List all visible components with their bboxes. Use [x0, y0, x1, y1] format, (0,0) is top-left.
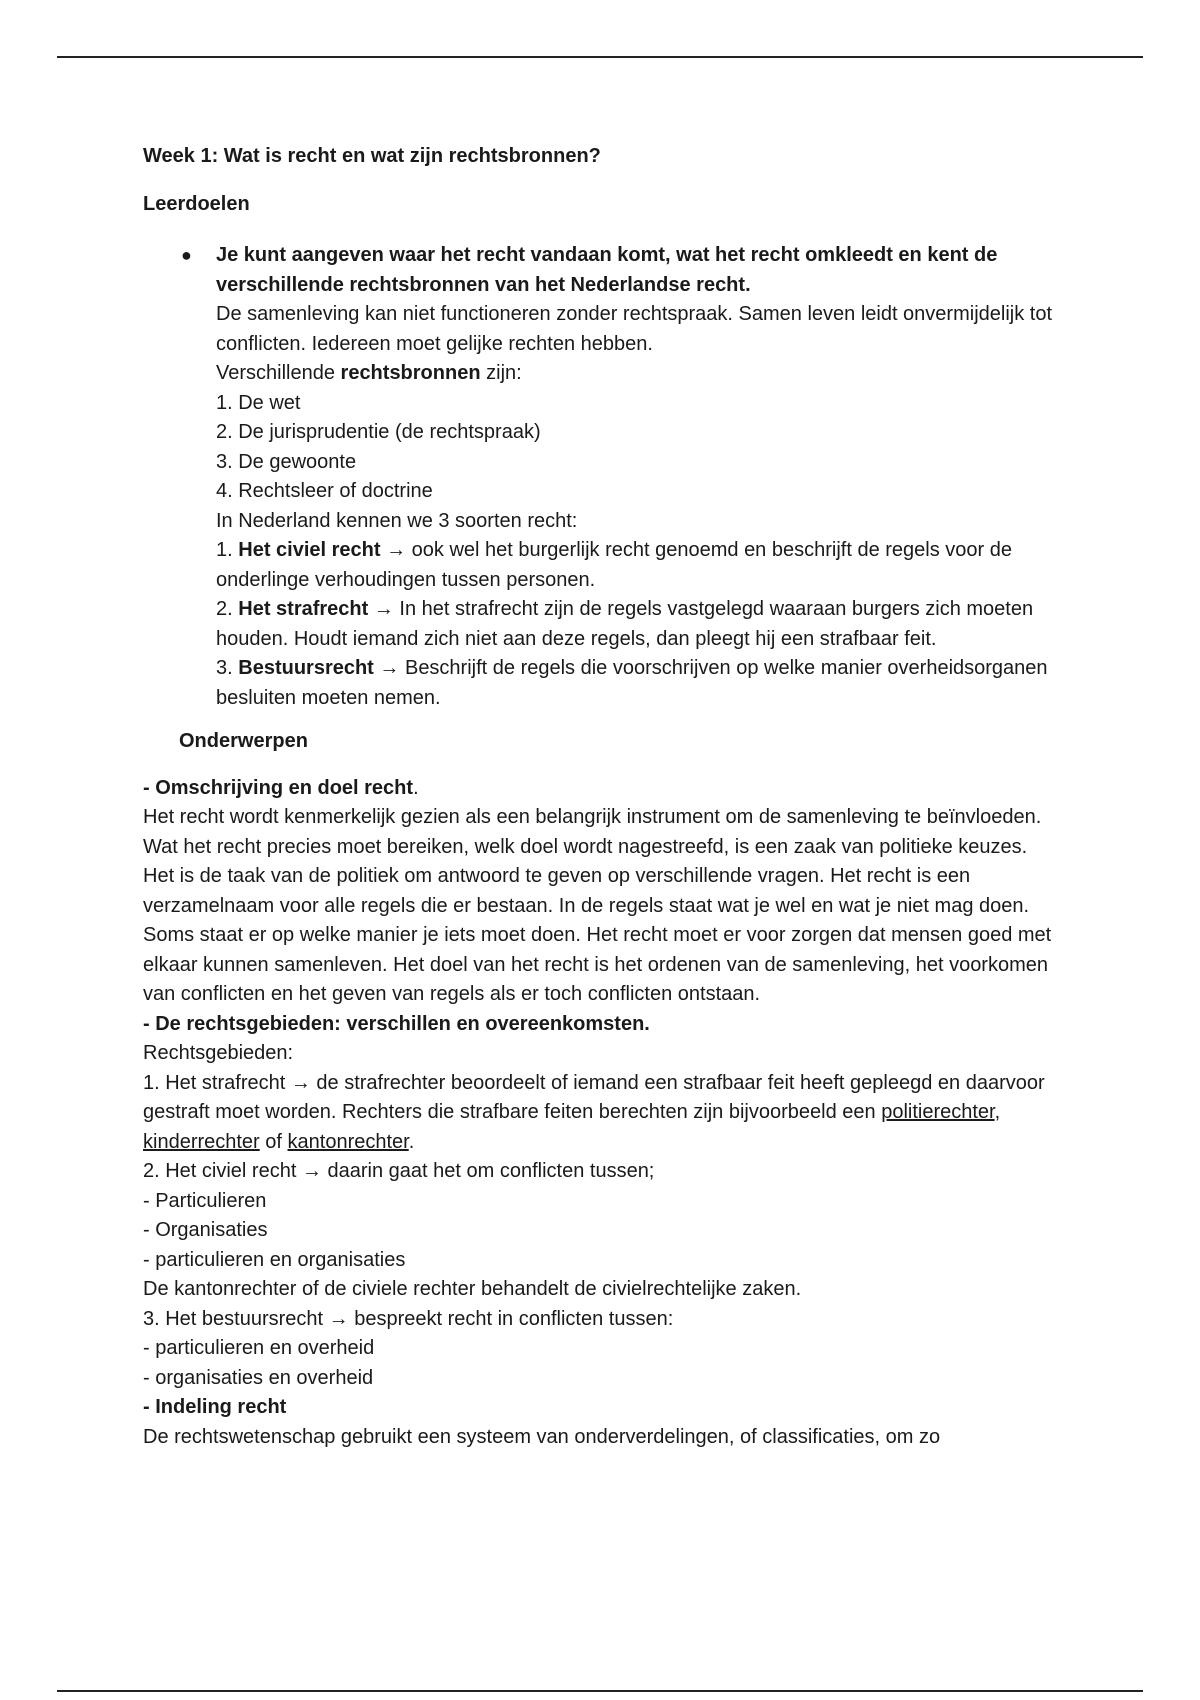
rechtsbron-item: 3. De gewoonte: [216, 450, 357, 473]
link-politierechter[interactable]: politierechter: [881, 1101, 995, 1123]
link-kinderrechter[interactable]: kinderrechter: [143, 1130, 260, 1153]
section-heading-indeling: - Indeling recht: [143, 1396, 287, 1418]
bullet-icon: ●: [181, 245, 192, 265]
section-body-omschrijving: Het recht wordt kenmerkelijk gezien als een belangrijk instrument om de samenleving te beïnvloeden. Wat het recht precies moet bereiken, welk doel wordt nagestreefd, is een zaak van politieke keuzes. Het is de taak van de politiek om antwoord te geven op verschillende vragen. Het recht is een verzamelnaam voor alle regels die er bestaan. In de regels staat wat je wel en wat je niet mag doen. Soms staat er op welke manier je iets moet doen. Het recht moet er voor zorgen dat mensen goed met elkaar kunnen samenleven. Het doel van het recht is het ordenen van de samenleving, het voorkomen van conflicten en het geven van regels als er toch conflicten ontstaan.: [143, 806, 1052, 1005]
list-item: - particulieren en overheid: [143, 1337, 375, 1359]
leerdoel-bullet-item: [143, 241, 1063, 713]
document-title: Week 1: Wat is recht en wat zijn rechtsbronnen?: [143, 145, 601, 167]
leerdoel-bold-text: Je kunt aangeven waar het recht vandaan komt, wat het recht omkleedt en kent de verschillende rechtsbronnen van het Nederlandse recht.: [216, 244, 998, 296]
soort-civiel-recht: 1. Het civiel recht → ook wel het burgerlijk recht genoemd en beschrijft de regels voor de onderlinge verhoudingen tussen personen.: [216, 539, 1012, 591]
list-item: - Organisaties: [143, 1219, 268, 1241]
section-heading-omschrijving: - Omschrijving en doel recht.: [143, 776, 419, 799]
soort-bestuursrecht: 3. Bestuursrecht → Beschrijft de regels die voorschrijven op welke manier overheidsorganen besluiten moeten nemen.: [216, 657, 1048, 709]
section-body-indeling: De rechtswetenschap gebruikt een systeem van onderverdelingen, of classificaties, om zo: [143, 1425, 941, 1448]
footer-rule: [57, 1690, 1143, 1692]
document-body: [143, 142, 1063, 1452]
rechtsbron-item: 2. De jurisprudentie (de rechtspraak): [216, 421, 541, 443]
list-item: - particulieren en organisaties: [143, 1248, 406, 1271]
leerdoelen-heading: Leerdoelen: [143, 192, 250, 215]
header-rule: [57, 56, 1143, 58]
rechtsgebied-strafrecht: 1. Het strafrecht → de strafrechter beoordeelt of iemand een strafbaar feit heeft gepleegd en daarvoor gestraft moet worden. Rechters die strafbare feiten berechten zijn bijvoorbeeld een politierechter, kinderrechter of kantonrechter.: [143, 1071, 1045, 1153]
soort-strafrecht: 2. Het strafrecht → In het strafrecht zijn de regels vastgelegd waaraan burgers zich moeten houden. Houdt iemand zich niet aan deze regels, dan pleegt hij een strafbaar feit.: [216, 598, 1034, 650]
rechtsgebied-civiel-recht: 2. Het civiel recht → daarin gaat het om conflicten tussen;: [143, 1160, 655, 1182]
rechtsbronnen-intro: Verschillende rechtsbronnen zijn:: [216, 362, 522, 384]
onderwerpen-heading: Onderwerpen: [179, 730, 308, 752]
rechtsbron-item: 4. Rechtsleer of doctrine: [216, 480, 433, 502]
section-heading-rechtsgebieden: - De rechtsgebieden: verschillen en overeenkomsten.: [143, 1012, 650, 1035]
list-item: - Particulieren: [143, 1189, 267, 1212]
civiel-recht-note: De kantonrechter of de civiele rechter behandelt de civielrechtelijke zaken.: [143, 1278, 802, 1300]
leerdoel-paragraph: De samenleving kan niet functioneren zonder rechtspraak. Samen leven leidt onvermijdelijk tot conflicten. Iedereen moet gelijke rechten hebben.: [216, 303, 1053, 355]
link-kantonrechter[interactable]: kantonrechter: [287, 1130, 409, 1153]
soorten-intro: In Nederland kennen we 3 soorten recht:: [216, 509, 578, 532]
list-item: - organisaties en overheid: [143, 1366, 374, 1389]
rechtsgebied-bestuursrecht: 3. Het bestuursrecht → bespreekt recht in conflicten tussen:: [143, 1307, 674, 1330]
rechtsgebieden-intro: Rechtsgebieden:: [143, 1042, 294, 1064]
rechtsbron-item: 1. De wet: [216, 391, 301, 414]
